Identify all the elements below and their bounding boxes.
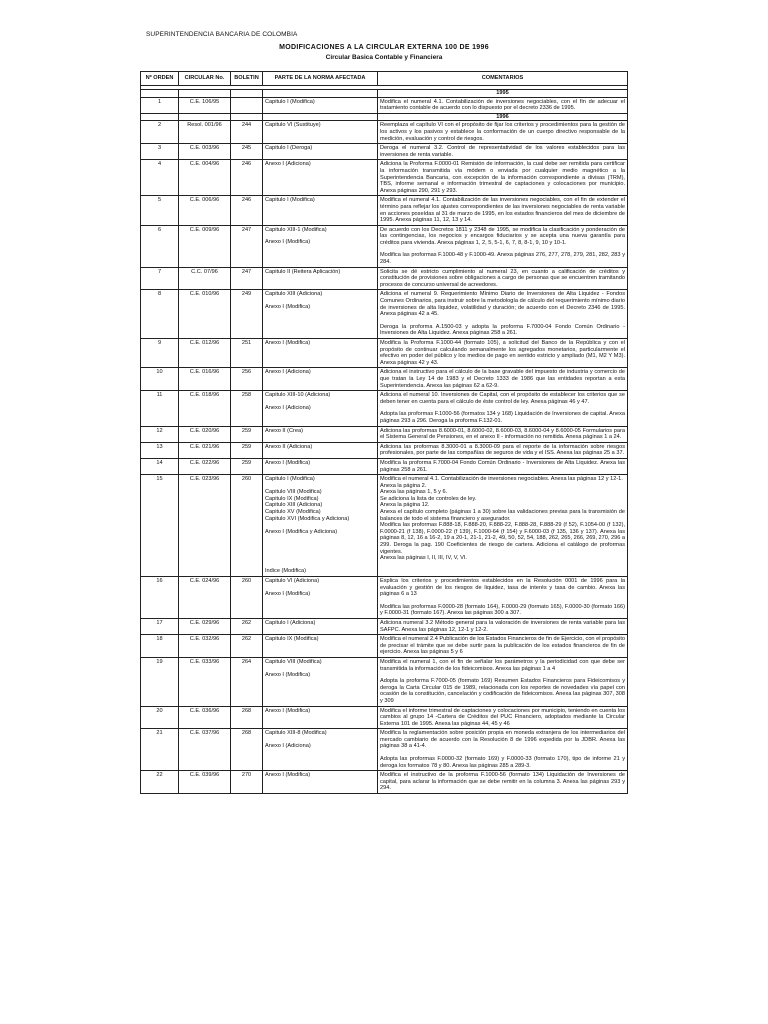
table-row [141,635,628,658]
comentarios-cell [378,225,628,267]
comentario-line: Anexa la página 2. [380,482,427,489]
parte-line: Capitulo IX (Modifica) [265,495,319,502]
table-row [141,368,628,391]
circular-cell: C.E. 020/96 [179,426,231,442]
boletin-cell: 246 [231,196,263,225]
circular-cell: C.E. 022/96 [179,458,231,474]
boletin-cell: 262 [231,635,263,658]
circular-cell: C.E. 023/96 [179,475,231,577]
comentario-text: Solicita se dé estricto cumplimiento al numeral 23, en cuanto a calificación de créditos y constitución de provisiones sobre obligaciones a cargo de personas que se encuentren tramitando procesos de concurso universal de acreedores. [380,268,625,288]
parte-text: Anexo I (Modifica) [265,772,311,779]
comentario-line: Modifica el numeral 4.1. Contabilización de inversiones negociables. Anexa las páginas 12 y 12-1. [380,476,623,483]
boletin-cell: 262 [231,618,263,634]
table-header-row [141,72,628,86]
comentarios-cell [378,196,628,225]
year-blank-cell [263,113,378,121]
comentarios-cell [378,121,628,144]
parte-text: Capitulo I (Deroga) [265,145,313,152]
parte-text: Anexo I (Modifica) [265,459,311,466]
orden-cell: 21 [141,729,179,771]
parte-cell [263,160,378,196]
comentario-text: Modifica el numeral 4.1. Contabilización de inversiones negociables, con el fin de adecuar el tratamiento contable de acuerdo con lo dispuesto por el decreto 2336 de 1995. [380,98,625,112]
circular-cell: C.E. 004/96 [179,160,231,196]
parte-text: Anexo I (Adiciona) [265,161,311,168]
circular-cell: C.E. 012/96 [179,339,231,368]
table-row [141,729,628,771]
comentario-text: Modifica la Proforma F.1000-44 (formato 105), a solicitud del Banco de la República y con el propósito de continuar calculando semanalmente los agregados monetarios, particularmente el efectivo en poder del público y los medios de pago en sentido estricto y ampliado (M1, M2 Y M3). Anexa páginas 42 y 43. [380,340,625,366]
circular-cell: C.E. 039/96 [179,771,231,794]
orden-cell: 13 [141,442,179,458]
parte-line [265,562,375,569]
parte-text-2: Anexo I (Modifica) [265,239,311,246]
boletin-cell: 247 [231,225,263,267]
parte-cell [263,196,378,225]
boletin-cell: 264 [231,657,263,706]
parte-text: Capitulo VI (Adiciona) [265,578,320,584]
parte-text-2: Anexo I (Modifica) [265,304,311,311]
orden-cell: 7 [141,267,179,290]
parte-line: Capitulo XVI (Modifica y Adiciona) [265,515,350,522]
organization-name: SUPERINTENDENCIA BANCARIA DE COLOMBIA [146,31,298,38]
parte-line [265,535,375,542]
orden-cell: 22 [141,771,179,794]
parte-text: Anexo I (Modifica) [265,707,311,714]
orden-cell: 6 [141,225,179,267]
parte-text-2: Anexo I (Adiciona) [265,404,311,411]
comentario-line: Anexa la página 12. [380,502,430,509]
comentario-text: Reemplaza el capítulo VI con el propósito de fijar los criterios y procedimientos para la gestión de los activos y los pasivos y establece la conformación de un cuerpo directivo responsable de la medición, evaluación y control de riesgos. [380,122,625,142]
column-header-boletin: BOLETIN [231,72,263,86]
parte-text: Capitulo I (Modifica) [265,197,315,204]
table-row [141,771,628,794]
boletin-cell: 260 [231,577,263,619]
year-row [141,90,628,98]
comentario-text: Adiciona las proformas 8.3000-01 a 8.3000-09 para el reporte de la información sobre riesgos profesionales, por parte de las compañías de seguros de vida y el ISS. Anexa las páginas 25 a 37. [380,443,625,457]
comentarios-cell [378,706,628,729]
comentario-text: Modifica la proforma F.7000-04 Fondo Común Ordinario - Inversiones de Alta Liquidez. Anexa las páginas 258 a 261. [380,459,625,473]
orden-cell: 20 [141,706,179,729]
modifications-table [140,71,628,794]
comentarios-cell [378,657,628,706]
table-row [141,121,628,144]
orden-cell: 10 [141,368,179,391]
orden-cell: 9 [141,339,179,368]
comentarios-cell [378,368,628,391]
comentario-text-2: Modifica las proformas F.1000-48 y F.1000-49. Anexa páginas 276, 277, 278, 279, 281, 282, 283 y 284. [380,252,625,266]
comentario-text: Adiciona el numeral 9. Requerimiento Mínimo Diario de Inversiones de Alta Liquidez - Fondos Comunes Ordinarios, para instruir sobre la metodología de cálculo del requerimiento mínimo diario de inversiones de alta liquidez, volatilidad y duración; de acuerdo con el Decreto 2346 de 1995. Anexa páginas 42 a 45. [380,291,625,318]
comentarios-cell [378,391,628,426]
parte-text: Anexo I (Adiciona) [265,369,311,376]
comentario-line: Anexa las páginas 1, 5 y 6. [380,489,448,496]
comentario-text: De acuerdo con los Decretos 1811 y 2348 de 1995, se modifica la clasificación y ponderación de las contingencias, los negocios y encargos fiduciarios y se acepta una nueva garantía para créditos para vivienda. Anexa páginas 1, 2, 5, 5-1, 6, 7, 8, 8-1, 9, 10 y 10-1. [380,226,625,246]
boletin-cell: 244 [231,121,263,144]
boletin-cell [231,97,263,113]
parte-line: Indice (Modifica) [265,568,307,575]
parte-line [265,522,375,529]
comentario-text: Modifica el informe trimestral de captaciones y colocaciones por municipio, teniendo en cuenta los cambios al grupo 14 -Cartera de Créditos del PUC Financiero, adoptados mediante la Circular Externa 101 de 1995. Anexa las páginas 44, 45 y 46 [380,707,625,727]
parte-text: Capitulo VI (Sustituye) [265,122,321,129]
orden-cell: 12 [141,426,179,442]
year-blank-cell [179,113,231,121]
parte-cell [263,290,378,339]
parte-cell [263,657,378,706]
boletin-cell: 256 [231,368,263,391]
comentario-text: Adiciona el instructivo para el cálculo de la base gravable del impuesto de industria y comercio de que tratan la Ley 14 de 1983 y el Decreto 1333 de 1986 que las entidades reportan a esta Superintendencia. Anexa las páginas 62 a 62-9. [380,369,625,389]
parte-cell [263,618,378,634]
parte-text: Capitulo VIII (Modifica) [265,658,322,665]
comentarios-cell [378,97,628,113]
parte-line [265,555,375,562]
comentarios-cell [378,426,628,442]
circular-cell: C.E. 106/95 [179,97,231,113]
comentario-text: Explica los criterios y procedimientos establecidos en la Resolución 0001 de 1996 para la evaluación y gestión de los riesgos de liquidez, tasa de interés y tasa de cambio. Anexa las páginas 6 a 13 [380,578,625,598]
parte-text: Anexo I (Modifica) [265,340,311,346]
parte-cell [263,121,378,144]
year-blank-cell [141,113,179,121]
parte-text: Capitulo XIII-8 (Modifica) [265,730,327,737]
parte-cell [263,97,378,113]
orden-cell: 11 [141,391,179,426]
comentario-line: Anexa las páginas I, II, III, IV, V, VI. [380,555,467,562]
boletin-cell: 259 [231,426,263,442]
table-row [141,160,628,196]
table-row [141,442,628,458]
document-subtitle: Circular Basica Contable y Financiera [325,54,443,61]
comentario-text: Modifica el numeral 2.4 Publicación de los Estados Financieros de fin de Ejercicio, con el propósito de precisar el trámite que se debe surtir para la publicación de los estados financieros de fin de ejercicio. Anexa las páginas 5 y 6 [380,636,626,656]
orden-cell: 8 [141,290,179,339]
table-row [141,144,628,160]
year-label: 1995 [378,90,628,98]
document-title: MODIFICACIONES A LA CIRCULAR EXTERNA 100 DE 1996 [279,44,489,51]
parte-cell [263,729,378,771]
orden-cell: 14 [141,458,179,474]
parte-line: Capitulo XV (Modifica) [265,509,321,516]
parte-text-2: Anexo I (Modifica) [265,590,311,597]
table-row [141,657,628,706]
comentario-text: Adiciona numeral 3.2 Método general para la valoración de inversiones de renta variable para las SAFPC. Anexa las páginas 12, 12-1 y 12-2. [380,619,625,633]
orden-cell: 2 [141,121,179,144]
column-header-parte: PARTE DE LA NORMA AFECTADA [263,72,378,86]
column-header-circular: CIRCULAR No. [179,72,231,86]
circular-cell: C.E. 029/96 [179,618,231,634]
comentario-line: Anexa el capítulo completo (páginas 1 a 30) sobre las validaciones previas para la transmisión de balances de todo el sistema financiero y asegurador. [380,509,625,522]
circular-cell: C.E. 021/96 [179,442,231,458]
parte-cell [263,144,378,160]
orden-cell: 1 [141,97,179,113]
parte-text: Capitulo I (Adiciona) [265,619,316,626]
parte-line: Anexo I (Modifica y Adiciona) [265,528,338,535]
parte-text: Anexo II (Crea) [265,427,303,434]
parte-cell [263,225,378,267]
parte-line: Capitulo I (Modifica) [265,476,315,483]
comentario-text: Adiciona el numeral 10. Inversiones de Capital, con el propósito de establecer los criterios que se deben tener en cuenta para el cálculo de éste control de ley. Anexa páginas 46 y 47. [380,392,625,405]
table-row [141,426,628,442]
parte-text: Capitulo IX (Modifica) [265,636,319,643]
circular-cell: C.E. 036/96 [179,706,231,729]
orden-cell: 3 [141,144,179,160]
table-row [141,290,628,339]
orden-cell: 17 [141,618,179,634]
boletin-cell: 270 [231,771,263,794]
circular-cell: C.E. 006/96 [179,196,231,225]
comentario-text: Deroga el numeral 3.2. Control de representatividad de los valores establecidos para las inversiones de renta variable. [380,145,625,158]
comentario-text: Modifica el instructivo de la proforma F.1000-56 (formato 134) Liquidación de Inversiones de capital, para aclarar la información que se debe remitir en la columna 3. Anexa las páginas 293 y 294. [380,772,625,792]
parte-line [265,483,375,490]
circular-cell: C.E. 024/96 [179,577,231,619]
boletin-cell: 260 [231,475,263,577]
comentario-text: Adiciona la Proforma F.0000-01 Remisión de información, la cual debe ser remitida para certificar la información transmitida vía módem o enviada por cualquier medio magnético a la Superintendencia Bancaria, con excepción de la información correspondiente a divisas (TRM), TBS, informe semanal e información trimestral de captaciones y colocaciones por municipio. Anexa páginas 290, 291 y 293. [380,161,625,194]
parte-text: Capitulo XIII (Adiciona) [265,291,323,298]
comentario-text-2: Adopta la proforma F.7000-05 (formato 169) Resumen Estados Financieros para Fideicomisos y deroga la Carta Circular 015 de 1989, relacionada con los reportes de novedades vía papel con ocasión de la constitución, cancelación y codificación de fideicomisos. Anexa las páginas 307, 308 y 309 [380,678,625,704]
table-row [141,577,628,619]
parte-cell [263,426,378,442]
comentario-text: Modifica el numeral 4.1. Contabilización de las inversiones negociables, con el fin de extender el término para reflejar los ajustes correspondientes de las inversiones negociables de renta variable en acciones poseídas al 31 de marzo de 1995, en los estados financieros del mes de diciembre de 1995. Anexa páginas 11, 12, 13 y 14. [380,197,625,224]
comentarios-cell [378,577,628,619]
orden-cell: 18 [141,635,179,658]
parte-text: Capitulo II (Reitera Aplicación) [265,268,341,275]
circular-cell: C.E. 033/96 [179,657,231,706]
year-row [141,113,628,121]
boletin-cell: 246 [231,160,263,196]
comentarios-cell [378,635,628,658]
boletin-cell: 268 [231,706,263,729]
orden-cell: 16 [141,577,179,619]
orden-cell: 15 [141,475,179,577]
parte-text: Capitulo I (Modifica) [265,98,315,105]
table-row [141,706,628,729]
circular-cell: C.E. 018/96 [179,391,231,426]
boletin-cell: 249 [231,290,263,339]
table-row [141,339,628,368]
comentario-line: Se adiciona la lista de controles de ley. [380,495,477,502]
boletin-cell: 259 [231,458,263,474]
comentario-text-2: Deroga la proforma A.1500-03 y adopta la proforma F.7000-04 Fondo Común Ordinario - Inversiones de Alta Liquidez. Anexa páginas 258 a 261. [380,323,625,337]
table-row [141,618,628,634]
parte-text: Capitulo XIII-1 (Modifica) [265,226,327,233]
orden-cell: 4 [141,160,179,196]
boletin-cell: 245 [231,144,263,160]
comentarios-cell [378,339,628,368]
year-blank-cell [179,90,231,98]
parte-line [265,549,375,556]
parte-cell [263,475,378,577]
parte-cell [263,442,378,458]
comentarios-cell [378,458,628,474]
comentarios-cell [378,144,628,160]
comentarios-cell [378,442,628,458]
parte-text-2: Anexo I (Modifica) [265,671,311,678]
table-row [141,97,628,113]
comentarios-cell [378,618,628,634]
parte-cell [263,577,378,619]
parte-cell [263,391,378,426]
comentarios-cell [378,771,628,794]
table-body [141,86,628,794]
circular-cell: C.E. 037/96 [179,729,231,771]
boletin-cell: 251 [231,339,263,368]
year-blank-cell [231,113,263,121]
comentarios-cell [378,160,628,196]
comentarios-cell [378,267,628,290]
comentario-text: Modifica el numeral 1, con el fin de señalar los parámetros y la periodicidad con que debe ser transmitida la información de los fideicomisos. Anexa las páginas 1 a 4 [380,658,625,672]
table-row [141,225,628,267]
comentario-text-2: Adopta las proformas F.1000-56 (formatos 134 y 168) Liquidación de Inversiones de capital. Anexa páginas 293 a 296. Deroga la proforma F.132-01. [380,411,625,424]
circular-cell: C.E. 032/96 [179,635,231,658]
table-row [141,196,628,225]
comentario-text: Adiciona las proformas 8.6000-01, 8.6000-02, 8.6000-03, 8.6000-04 y 8.6000-05 Formularios para el Sistema General de Pensiones, en el anexo II - información no remitida. Anexa páginas 1 a 24. [380,427,625,441]
circular-cell: C.E. 003/96 [179,144,231,160]
parte-cell [263,368,378,391]
year-blank-cell [141,90,179,98]
table-row [141,267,628,290]
table-row [141,475,628,577]
parte-cell [263,771,378,794]
comentarios-cell [378,729,628,771]
parte-cell [263,339,378,368]
parte-line [265,542,375,549]
comentario-text: Modifica la reglamentación sobre posición propia en moneda extranjera de los intermediarios del mercado cambiario de acuerdo con la Resolución 8 de 1996 expedida por la JDBR. Anexa las páginas 38 a 41-4. [380,730,625,750]
circular-cell: Resol. 001/96 [179,121,231,144]
parte-cell [263,635,378,658]
boletin-cell: 247 [231,267,263,290]
parte-text: Anexo II (Adiciona) [265,443,313,450]
boletin-cell: 259 [231,442,263,458]
comentarios-cell [378,290,628,339]
boletin-cell: 258 [231,391,263,426]
year-blank-cell [231,90,263,98]
circular-cell: C.E. 010/96 [179,290,231,339]
comentarios-cell [378,475,628,577]
boletin-cell: 268 [231,729,263,771]
comentario-text-2: Modifica las proformas F.0000-28 (formato 164), F.0000-29 (formato 165), F.0000-30 (formato 166) y F.0000-31 (formato 167). Anexa las páginas 300 a 307. [380,603,625,617]
year-label: 1996 [378,113,628,121]
comentario-text-2: Adopta las proformas F.0000-32 (formato 169) y F.0000-33 (formato 170), tipo de informe 21 y deroga los formatos 78 y 80. Anexa las páginas 285 a 289-3. [380,756,625,769]
parte-line: Capitulo VIII (Modifica) [265,489,322,496]
circular-cell: C.C. 07/96 [179,267,231,290]
parte-line: Capitulo XIII (Adiciona) [265,502,323,509]
parte-text-2: Anexo I (Adiciona) [265,742,311,749]
comentario-line: Modifica las proformas F.888-18, F.888-20, F.888-22, F.888-28, F.888-29 (f 52), F.1054-00 (f 132), F.0000-21 (f 138), F.0000-22 (f 139), F.1000-64 (f 154) y F.6000-03 (f 135, 136 y 137). Anexa las páginas 8, 12, 16 a 16-2, 19 a 20-1, 21-1, 21-2, 49, 50, 52, 54, 188, 262, 265, 266, 269, 270, 296 a 299. Deroga la pag. 190 Coeficientes de riesgo de cartera. Adiciona el catálogo de proformas vigentes. [380,522,625,555]
parte-text: Capitulo XIII-10 (Adiciona) [265,392,331,399]
year-blank-cell [263,90,378,98]
circular-cell: C.E. 016/96 [179,368,231,391]
parte-cell [263,267,378,290]
table-row [141,458,628,474]
orden-cell: 5 [141,196,179,225]
table-row [141,391,628,426]
column-header-orden: Nº ORDEN [141,72,179,86]
orden-cell: 19 [141,657,179,706]
column-header-comentarios: COMENTARIOS [378,72,628,86]
circular-cell: C.E. 009/96 [179,225,231,267]
parte-cell [263,706,378,729]
parte-cell [263,458,378,474]
